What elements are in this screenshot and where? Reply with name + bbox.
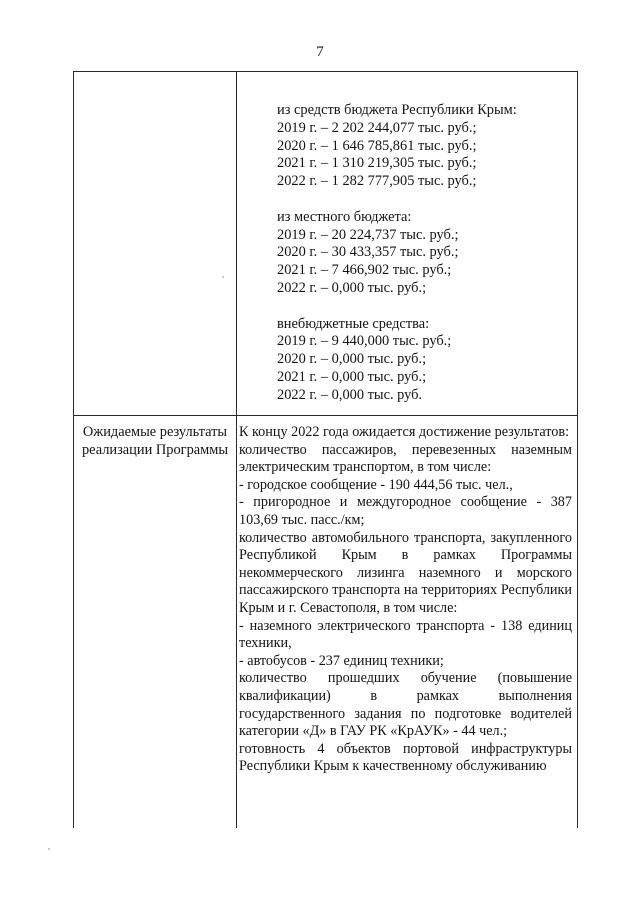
funding-year-line: 2019 г. – 20 224,737 тыс. руб.;: [277, 226, 459, 243]
row-divider: [74, 415, 577, 416]
funding-year-line: 2022 г. – 0,000 тыс. руб.;: [277, 279, 427, 296]
expected-results-label: Ожидаемые результаты реализации Программы: [81, 424, 229, 458]
results-paragraph: - наземного электрического транспорта - 138 единиц техники,: [239, 617, 572, 652]
results-paragraph: - городское сообщение - 190 444,56 тыс. чел.,: [239, 476, 513, 493]
funding-year-line: 2021 г. – 1 310 219,305 тыс. руб.;: [277, 155, 477, 172]
results-paragraph: - автобусов - 237 единиц техники;: [239, 652, 444, 669]
funding-group-heading: внебюджетные средства:: [277, 315, 430, 332]
funding-year-line: 2019 г. – 2 202 244,077 тыс. руб.;: [277, 119, 477, 136]
funding-year-line: 2021 г. – 0,000 тыс. руб.;: [277, 368, 427, 385]
funding-year-line: 2020 г. – 0,000 тыс. руб.;: [277, 351, 427, 368]
extrabudgetary-group: [277, 316, 517, 405]
scan-speck: [222, 276, 224, 278]
funding-year-line: 2022 г. – 0,000 тыс. руб.: [277, 386, 423, 403]
funding-sources-cell: [277, 102, 517, 405]
regional-budget-group: [277, 102, 517, 191]
funding-year-line: 2022 г. – 1 282 777,905 тыс. руб.;: [277, 173, 477, 190]
program-passport-table: [73, 71, 578, 828]
results-paragraph: К концу 2022 года ожидается достижение результатов:: [239, 424, 570, 440]
funding-year-line: 2020 г. – 1 646 785,861 тыс. руб.;: [277, 137, 477, 154]
funding-group-heading: из средств бюджета Республики Крым:: [277, 102, 517, 118]
expected-results-cell: [239, 424, 572, 776]
funding-year-line: 2021 г. – 7 466,902 тыс. руб.;: [277, 262, 452, 279]
funding-year-line: 2019 г. – 9 440,000 тыс. руб.;: [277, 333, 452, 350]
results-paragraph: готовность 4 объектов портовой инфраструктуры Республики Крым к качественному обслуживанию: [239, 740, 572, 775]
local-budget-group: [277, 209, 517, 298]
results-paragraph: - пригородное и междугородное сообщение - 387 103,69 тыс. пасс./км;: [239, 494, 572, 528]
scan-speck: [48, 848, 50, 850]
funding-year-line: 2020 г. – 30 433,357 тыс. руб.;: [277, 244, 459, 261]
funding-group-heading: из местного бюджета:: [277, 208, 412, 225]
results-paragraph: количество прошедших обучение (повышение квалификации) в рамках выполнения государственного задания по подготовке водителей категории «Д» в ГАУ РК «КрАУК» - 44 чел.;: [239, 670, 572, 740]
results-paragraph: количество пассажиров, перевезенных наземным электрическим транспортом, в том числе:: [239, 441, 572, 476]
page-number: 7: [316, 44, 324, 60]
column-divider: [236, 72, 237, 828]
results-paragraph: количество автомобильного транспорта, закупленного Республикой Крым в рамках Программы некоммерческого лизинга наземного и морского пассажирского транспорта на территориях Республики Крым и г. Севастополя, в том числе:: [239, 529, 572, 616]
